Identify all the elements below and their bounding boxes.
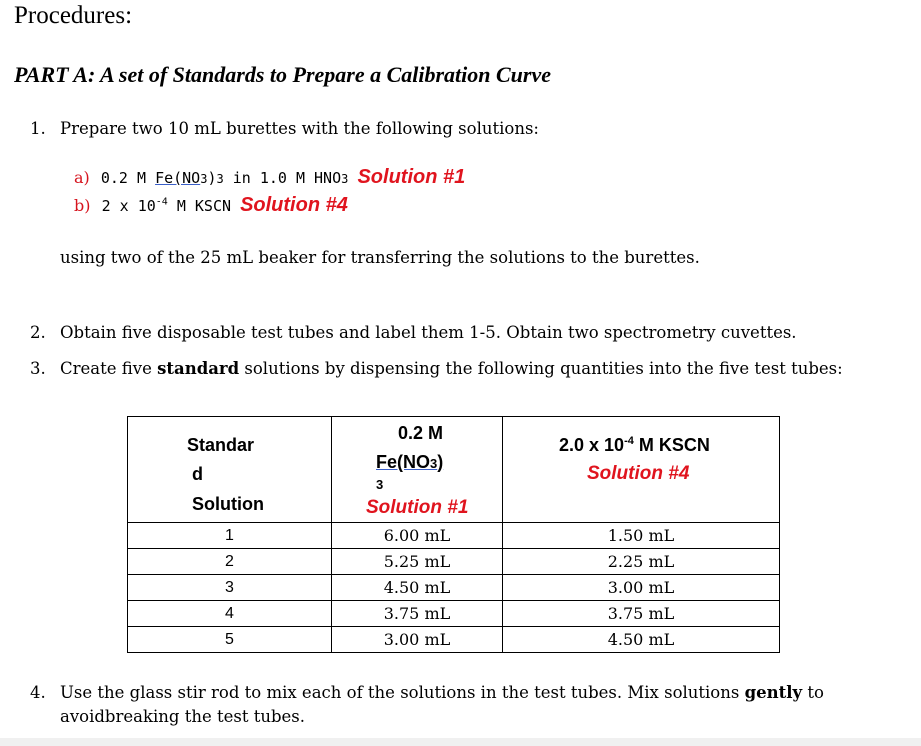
step-1-number: 1. [30,119,46,138]
standards-table [127,416,780,653]
step-4-text-line2: avoidbreaking the test tubes. [60,707,305,726]
item-b-prefix: 2 x 10 [101,197,156,215]
item-a-prefix: 0.2 M [100,169,156,187]
header-standard-solution: Standar d Solution [128,417,332,523]
step-2-number: 2. [30,323,46,342]
table-row: 2 5.25 mL 2.25 mL [128,549,780,575]
item-b: b) 2 x $10^{-4}$ M KSCN Solution #4 [74,194,348,216]
bottom-strip [0,738,921,746]
step-1-text: Prepare two 10 mL burettes with the following solutions: [60,119,539,138]
item-b-letter: b) [74,196,91,215]
item-a: a) 0.2 M Fe(NO3)3 in 1.0 M HNO3 Solution #1 [74,166,466,188]
item-b-label: Solution #4 [240,194,348,216]
step-4-number: 4. [30,683,46,702]
step-1-note: using two of the 25 mL beaker for transferring the solutions to the burettes. [60,248,700,267]
table-row: 3 4.50 mL 3.00 mL [128,575,780,601]
header-fe-solution: 0.2 M Fe(NO3) 3 Solution #1 [332,417,503,523]
part-a-title: PART A: A set of Standards to Prepare a Calibration Curve [14,62,552,87]
item-a-chem: Fe(NO [155,169,201,187]
step-2-text: Obtain five disposable test tubes and label them 1-5. Obtain two spectrometry cuvettes. [60,323,797,342]
step-3-text: Create five standard solutions by dispensing the following quantities into the five test tubes: [60,359,843,378]
table-row: 5 3.00 mL 4.50 mL [128,627,780,653]
table-row: 1 6.00 mL 1.50 mL [128,523,780,549]
header-kscn-solution: 2.0 x $10^{-4}$ M KSCN Solution #4 [503,417,780,523]
step-3-number: 3. [30,359,46,378]
page-heading: Procedures: [14,2,133,29]
table-row: 4 3.75 mL 3.75 mL [128,601,780,627]
item-a-label: Solution #1 [357,166,466,188]
step-4-text: Use the glass stir rod to mix each of the solutions in the test tubes. Mix solutions gently to [60,683,824,702]
item-a-letter: a) [74,168,90,187]
